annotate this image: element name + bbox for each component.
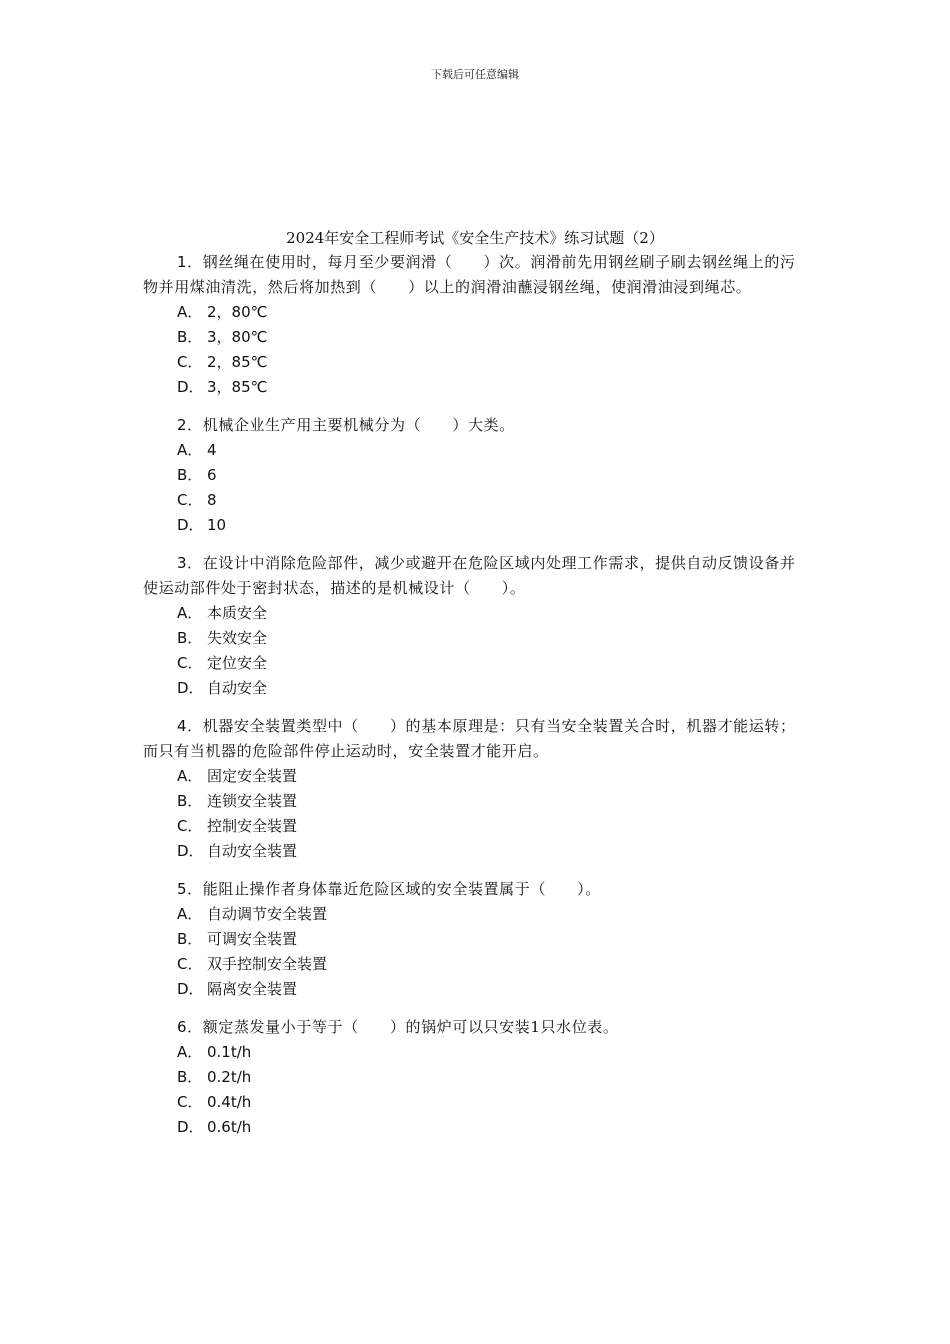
option-letter: A． <box>177 303 203 321</box>
question-list <box>143 250 803 1153</box>
question-text <box>143 714 803 764</box>
option-text: 双手控制安全装置 <box>207 955 328 973</box>
option-c <box>143 814 803 839</box>
question-number: 3． <box>177 554 203 572</box>
option-d <box>143 513 803 538</box>
option-letter: C． <box>177 817 203 835</box>
question-4 <box>143 714 803 864</box>
option-text: 连锁安全装置 <box>207 792 298 810</box>
option-b <box>143 325 803 350</box>
option-letter: B． <box>177 930 203 948</box>
option-letter: C． <box>177 1093 203 1111</box>
question-body: 在设计中消除危险部件，减少或避开在危险区域内处理工作需求，提供自动反馈设备并使运动部件处于密封状态，描述的是机械设计（ ）。 <box>143 554 796 597</box>
option-d <box>143 676 803 701</box>
document-title: 2024年安全工程师考试《安全生产技术》练习试题（2） <box>286 229 664 247</box>
option-text: 0.1t/h <box>207 1043 252 1061</box>
option-c <box>143 952 803 977</box>
option-letter: D． <box>177 980 204 998</box>
question-body: 机器安全装置类型中（ ）的基本原理是：只有当安全装置关合时，机器才能运转；而只有当机器的危险部件停止运动时，安全装置才能开启。 <box>143 717 796 760</box>
option-text: 可调安全装置 <box>207 930 298 948</box>
option-text: 8 <box>207 491 217 509</box>
option-text: 固定安全装置 <box>207 767 298 785</box>
question-body: 机械企业生产用主要机械分为（ ）大类。 <box>202 416 515 434</box>
question-text <box>143 877 803 902</box>
option-letter: D． <box>177 1118 204 1136</box>
option-letter: B． <box>177 792 203 810</box>
option-letter: B． <box>177 1068 203 1086</box>
option-letter: C． <box>177 491 203 509</box>
option-d <box>143 1115 803 1140</box>
question-5 <box>143 877 803 1002</box>
option-text: 本质安全 <box>207 604 268 622</box>
option-a <box>143 902 803 927</box>
option-letter: D． <box>177 378 204 396</box>
option-a <box>143 764 803 789</box>
question-1 <box>143 250 803 400</box>
option-c <box>143 1090 803 1115</box>
option-text: 自动安全装置 <box>207 842 298 860</box>
option-letter: C． <box>177 654 203 672</box>
option-b <box>143 626 803 651</box>
option-letter: A． <box>177 604 203 622</box>
option-text: 控制安全装置 <box>207 817 298 835</box>
option-c <box>143 488 803 513</box>
option-letter: B． <box>177 629 203 647</box>
option-text: 4 <box>207 441 217 459</box>
option-letter: C． <box>177 353 203 371</box>
question-number: 4． <box>177 717 203 735</box>
option-d <box>143 977 803 1002</box>
option-letter: A． <box>177 767 203 785</box>
option-letter: C． <box>177 955 203 973</box>
option-b <box>143 463 803 488</box>
option-letter: B． <box>177 466 203 484</box>
option-d <box>143 839 803 864</box>
option-c <box>143 651 803 676</box>
option-a <box>143 438 803 463</box>
option-letter: B． <box>177 328 203 346</box>
option-b <box>143 789 803 814</box>
option-letter: A． <box>177 905 203 923</box>
option-b <box>143 1065 803 1090</box>
option-text: 3，80℃ <box>207 328 268 346</box>
question-6 <box>143 1015 803 1140</box>
option-text: 2，85℃ <box>207 353 268 371</box>
option-c <box>143 350 803 375</box>
option-text: 10 <box>207 516 227 534</box>
option-letter: A． <box>177 1043 203 1061</box>
option-letter: D． <box>177 516 204 534</box>
option-b <box>143 927 803 952</box>
question-number: 6． <box>177 1018 203 1036</box>
option-text: 自动调节安全装置 <box>207 905 328 923</box>
option-letter: D． <box>177 842 204 860</box>
header-note: 下载后可任意编辑 <box>431 68 519 81</box>
question-text <box>143 551 803 601</box>
option-a <box>143 300 803 325</box>
option-letter: D． <box>177 679 204 697</box>
option-letter: A． <box>177 441 203 459</box>
option-text: 自动安全 <box>207 679 268 697</box>
question-text <box>143 1015 803 1040</box>
question-number: 1． <box>177 253 203 271</box>
question-body: 额定蒸发量小于等于（ ）的锅炉可以只安装1只水位表。 <box>202 1018 619 1036</box>
question-3 <box>143 551 803 701</box>
option-text: 失效安全 <box>207 629 268 647</box>
question-text <box>143 413 803 438</box>
option-text: 0.2t/h <box>207 1068 252 1086</box>
question-number: 2． <box>177 416 203 434</box>
option-text: 定位安全 <box>207 654 268 672</box>
option-text: 2，80℃ <box>207 303 268 321</box>
question-body: 钢丝绳在使用时，每月至少要润滑（ ）次。润滑前先用钢丝刷子刷去钢丝绳上的污物并用煤油清洗，然后将加热到（ ）以上的润滑油蘸浸钢丝绳，使润滑油浸到绳芯。 <box>143 253 796 296</box>
option-d <box>143 375 803 400</box>
question-number: 5． <box>177 880 203 898</box>
option-text: 0.6t/h <box>207 1118 252 1136</box>
option-text: 0.4t/h <box>207 1093 252 1111</box>
question-2 <box>143 413 803 538</box>
question-body: 能阻止操作者身体靠近危险区域的安全装置属于（ ）。 <box>202 880 601 898</box>
question-text <box>143 250 803 300</box>
option-text: 隔离安全装置 <box>207 980 298 998</box>
option-a <box>143 601 803 626</box>
option-text: 3，85℃ <box>207 378 268 396</box>
option-a <box>143 1040 803 1065</box>
option-text: 6 <box>207 466 217 484</box>
